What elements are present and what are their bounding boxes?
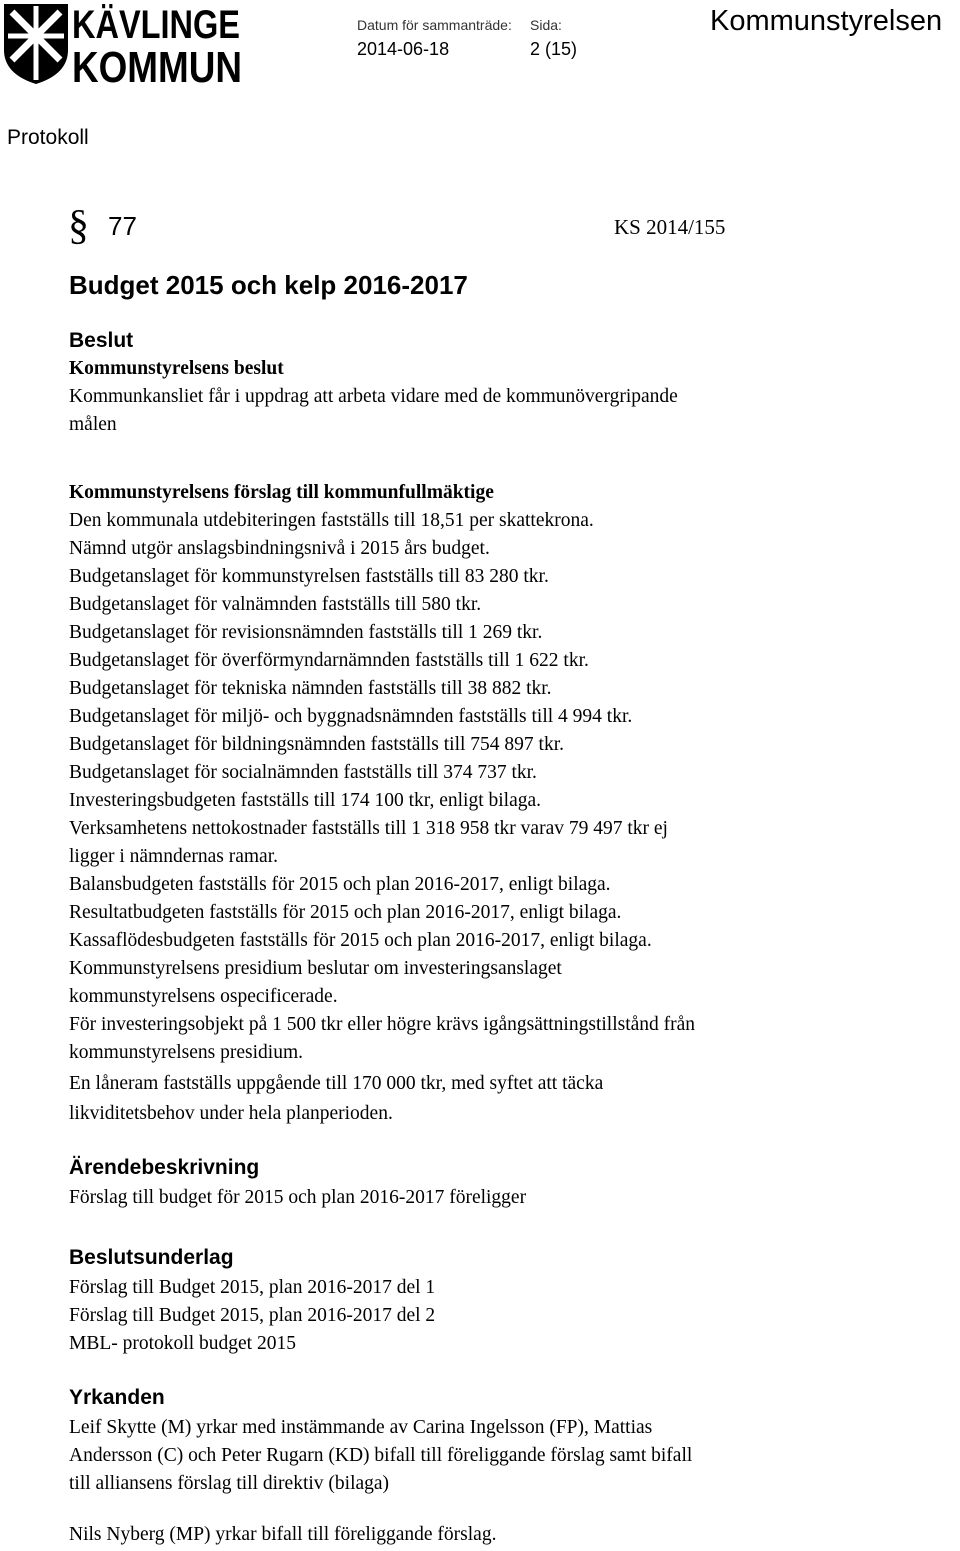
forslag-heading: Kommunstyrelsens förslag till kommunfullmäktige <box>69 482 494 503</box>
forslag-line: kommunstyrelsens presidium. <box>69 1042 303 1063</box>
forslag-line: Investeringsbudgeten fastställs till 174 100 tkr, enligt bilaga. <box>69 790 542 811</box>
forslag-line: Budgetanslaget för bildningsnämnden fastställs till 754 897 tkr. <box>69 734 565 755</box>
arendebeskrivning-heading: Ärendebeskrivning <box>69 1156 260 1179</box>
forslag-line: Kommunstyrelsens presidium beslutar om investeringsanslaget <box>69 958 562 979</box>
body-name: Kommunstyrelsen <box>710 5 943 37</box>
ks-beslut-line: målen <box>69 414 117 435</box>
case-number: KS 2014/155 <box>614 215 726 239</box>
beslutsunderlag-line: MBL- protokoll budget 2015 <box>69 1333 296 1354</box>
forslag-line: likviditetsbehov under hela planperioden. <box>69 1103 393 1124</box>
forslag-line: Resultatbudgeten fastställs för 2015 och plan 2016-2017, enligt bilaga. <box>69 902 622 923</box>
yrkanden-line: Leif Skytte (M) yrkar med instämmande av Carina Ingelsson (FP), Mattias <box>69 1417 653 1438</box>
forslag-line: Verksamhetens nettokostnader fastställs till 1 318 958 tkr varav 79 497 tkr ej <box>69 818 668 839</box>
forslag-line: Balansbudgeten fastställs för 2015 och plan 2016-2017, enligt bilaga. <box>69 874 611 895</box>
paragraph-sign: § <box>68 203 89 249</box>
forslag-list <box>69 507 909 1128</box>
logo-line1: KÄVLINGE <box>72 3 240 47</box>
arendebeskrivning-line: Förslag till budget för 2015 och plan 2016-2017 föreligger <box>69 1187 527 1208</box>
forslag-line: Budgetanslaget för valnämnden fastställs till 580 tkr. <box>69 594 482 615</box>
forslag-line: Kassaflödesbudgeten fastställs för 2015 och plan 2016-2017, enligt bilaga. <box>69 930 652 951</box>
ks-beslut-heading: Kommunstyrelsens beslut <box>69 358 284 379</box>
yrkanden-heading: Yrkanden <box>69 1386 165 1409</box>
beslutsunderlag-line: Förslag till Budget 2015, plan 2016-2017 del 2 <box>69 1305 436 1326</box>
page-label: Sida: <box>530 17 562 33</box>
forslag-line: Budgetanslaget för tekniska nämnden fastställs till 38 882 tkr. <box>69 678 552 699</box>
beslutsunderlag-section <box>69 1244 909 1358</box>
forslag-line: Budgetanslaget för revisionsnämnden fastställs till 1 269 tkr. <box>69 622 543 643</box>
page-value: 2 (15) <box>530 39 578 59</box>
forslag-line: Nämnd utgör anslagsbindningsnivå i 2015 års budget. <box>69 538 490 559</box>
forslag-line: Budgetanslaget för överförmyndarnämnden fastställs till 1 622 tkr. <box>69 650 589 671</box>
yrkanden-line: till alliansens förslag till direktiv (bilaga) <box>69 1473 390 1494</box>
forslag-line: Budgetanslaget för kommunstyrelsen fastställs till 83 280 tkr. <box>69 566 549 587</box>
forslag-line: Budgetanslaget för socialnämnden fastställs till 374 737 tkr. <box>69 762 537 783</box>
yrkanden-section <box>69 1384 909 1549</box>
kavlinge-kommun-logo <box>2 0 242 92</box>
date-value: 2014-06-18 <box>357 39 450 59</box>
forslag-line: Den kommunala utdebiteringen fastställs till 18,51 per skattekrona. <box>69 510 594 531</box>
paragraph-number: 77 <box>108 211 137 241</box>
forslag-line: kommunstyrelsens ospecificerade. <box>69 986 338 1007</box>
beslutsunderlag-line: Förslag till Budget 2015, plan 2016-2017 del 1 <box>69 1277 436 1298</box>
page-title: Budget 2015 och kelp 2016-2017 <box>69 270 468 300</box>
municipal-shield-icon <box>4 4 68 84</box>
doc-type: Protokoll <box>7 126 89 149</box>
forslag-line: För investeringsobjekt på 1 500 tkr eller högre krävs igångsättningstillstånd från <box>69 1014 696 1035</box>
forslag-line: En låneram fastställs uppgående till 170 000 tkr, med syftet att täcka <box>69 1073 604 1094</box>
yrkanden-line: Andersson (C) och Peter Rugarn (KD) bifall till föreliggande förslag samt bifall <box>69 1445 693 1466</box>
date-label: Datum för sammanträde: <box>357 17 512 33</box>
beslut-section <box>69 327 909 439</box>
yrkanden-line: Nils Nyberg (MP) yrkar bifall till föreliggande förslag. <box>69 1524 497 1545</box>
beslut-heading: Beslut <box>69 329 134 352</box>
logo-line2: KOMMUN <box>72 43 242 92</box>
forslag-line: ligger i nämndernas ramar. <box>69 846 279 867</box>
arendebeskrivning-section <box>69 1154 909 1212</box>
beslutsunderlag-heading: Beslutsunderlag <box>69 1246 234 1269</box>
forslag-line: Budgetanslaget för miljö- och byggnadsnämnden fastställs till 4 994 tkr. <box>69 706 633 727</box>
forslag-section <box>69 479 909 1128</box>
ks-beslut-line: Kommunkansliet får i uppdrag att arbeta vidare med de kommunövergripande <box>69 386 678 407</box>
